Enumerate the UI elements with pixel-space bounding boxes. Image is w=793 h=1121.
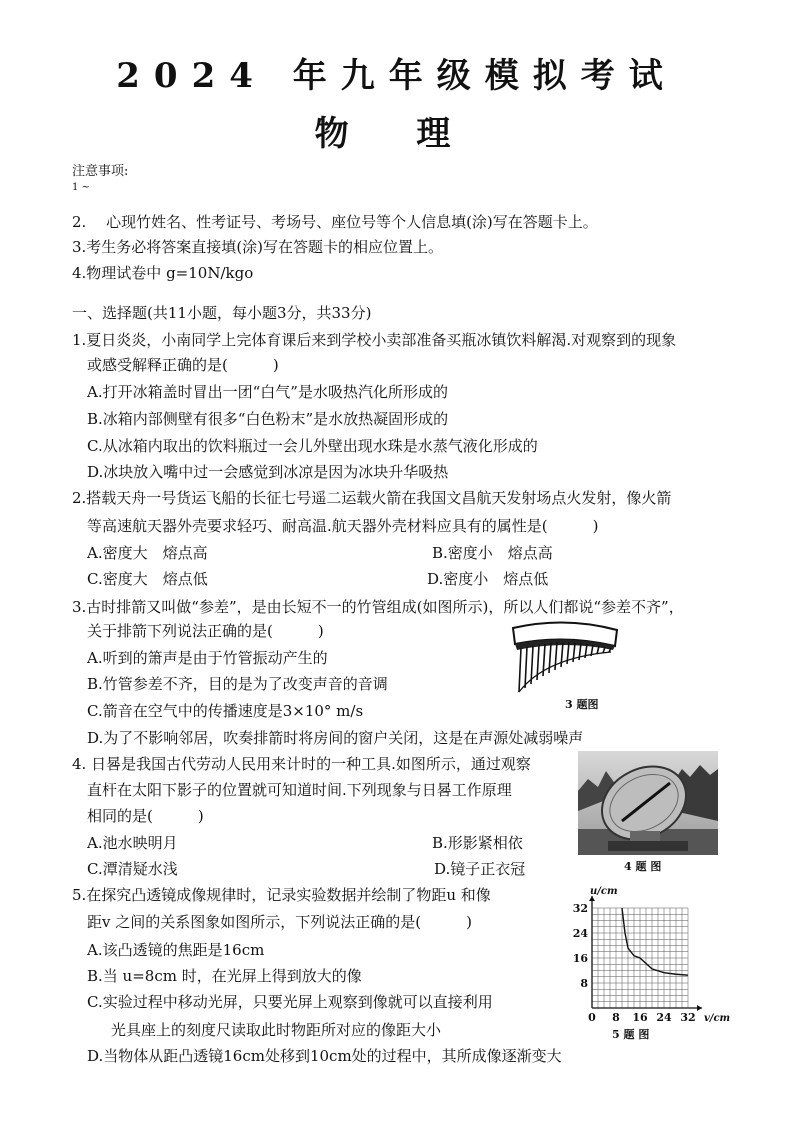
- x-tick-label: 24: [656, 1011, 672, 1024]
- q4-option-d: D.镜子正衣冠: [434, 860, 526, 878]
- q2-stem-line1: 2.搭载天舟一号货运飞船的长征七号遥二运载火箭在我国文昌航天发射场点火发射，像火箭: [72, 489, 672, 507]
- notice-item-1: 1 ~: [72, 182, 90, 193]
- q4-stem-line1: 4. 日晷是我国古代劳动人民用来计时的一种工具.如图所示，通过观察: [72, 755, 531, 773]
- subject-title: 物 理: [314, 114, 479, 154]
- q3-figure-caption: 3 题图: [565, 698, 599, 711]
- q4-option-c: C.潭清疑水浅: [87, 860, 178, 878]
- x-tick-label: 8: [612, 1011, 620, 1024]
- q3-option-b: B.竹管参差不齐，目的是为了改变声音的音调: [87, 675, 388, 693]
- q5-option-a: A.该凸透镜的焦距是16cm: [87, 941, 265, 959]
- notice-heading: 注意事项:: [72, 164, 129, 179]
- q5-option-b: B.当 u=8cm 时，在光屏上得到放大的像: [87, 967, 362, 985]
- q4-option-b: B.形影紧相依: [432, 834, 523, 852]
- q2-option-a: A.密度大 熔点高: [87, 544, 208, 562]
- q5-option-c-cont: 光具座上的刻度尺读取此时物距所对应的像距大小: [111, 1021, 442, 1039]
- q1-stem-line1: 1.夏日炎炎，小南同学上完体育课后来到学校小卖部准备买瓶冰镇饮料解渴.对观察到的现象: [72, 331, 677, 349]
- u-v-chart: [566, 884, 734, 1024]
- q5-option-d: D.当物体从距凸透镜16cm处移到10cm处的过程中，其所成像逐渐变大: [87, 1047, 562, 1065]
- y-tick-label: 32: [572, 902, 588, 915]
- q5-stem-line2: 距v 之间的关系图象如图所示，下列说法正确的是( ): [87, 913, 472, 931]
- q3-stem-line1: 3.古时排箭又叫做“参差”，是由长短不一的竹管组成(如图所示)，所以人们都说“参差不齐”，: [72, 598, 684, 616]
- pan-flute-illustration: [513, 622, 617, 692]
- q1-option-b: B.冰箱内部侧壁有很多“白色粉末”是水放热凝固形成的: [87, 410, 449, 428]
- q4-figure-caption: 4 题 图: [624, 860, 662, 873]
- q3-option-a: A.听到的箫声是由于竹管振动产生的: [87, 649, 328, 667]
- q5-option-c: C.实验过程中移动光屏，只要光屏上观察到像就可以直接利用: [87, 993, 493, 1011]
- q1-option-a: A.打开冰箱盖时冒出一团“白气”是水吸热汽化所形成的: [87, 383, 448, 401]
- q3-option-d: D.为了不影响邻居，吹奏排箭时将房间的窗户关闭，这是在声源处减弱噪声: [87, 729, 584, 747]
- q4-option-a: A.池水映明月: [87, 834, 178, 852]
- q5-figure-caption: 5 题 图: [612, 1028, 650, 1041]
- q3-option-c: C.箭音在空气中的传播速度是3×10° m/s: [87, 702, 364, 720]
- x-tick-label: 0: [588, 1011, 596, 1024]
- x-tick-label: 16: [632, 1011, 648, 1024]
- q4-stem-line3: 相同的是( ): [87, 807, 204, 825]
- q1-option-c: C.从冰箱内取出的饮料瓶过一会儿外壁出现水珠是水蒸气液化形成的: [87, 437, 538, 455]
- y-tick-label: 16: [572, 952, 588, 965]
- notice-item-4: 4.物理试卷中 g=10N/kgo: [72, 264, 254, 282]
- q2-option-b: B.密度小 熔点高: [432, 544, 553, 562]
- notice-item-2: 2. 心现竹姓名、性考证号、考场号、座位号等个人信息填(涂)写在答题卡上。: [72, 213, 598, 231]
- q4-stem-line2: 直杆在太阳下影子的位置就可知道时间.下列现象与日晷工作原理: [87, 781, 512, 799]
- q5-stem-line1: 5.在探究凸透镜成像规律时，记录实验数据并绘制了物距u 和像: [72, 886, 491, 904]
- x-tick-label: 32: [680, 1011, 696, 1024]
- q2-option-c: C.密度大 熔点低: [87, 570, 208, 588]
- exam-title: 2024 年九年级模拟考试: [116, 56, 677, 96]
- data-series-curve: [622, 908, 688, 975]
- x-axis-arrow: [697, 1005, 702, 1011]
- q2-option-d: D.密度小 熔点低: [427, 570, 549, 588]
- x-axis-label: v/cm: [704, 1013, 731, 1024]
- notice-item-3: 3.考生务必将答案直接填(涂)写在答题卡的相应位置上。: [72, 238, 444, 256]
- y-tick-label: 8: [580, 977, 588, 990]
- q3-stem-line2: 关于排箭下列说法正确的是( ): [87, 622, 324, 640]
- q1-option-d: D.冰块放入嘴中过一会感觉到冰凉是因为冰块升华吸热: [87, 463, 449, 481]
- q2-stem-line2: 等高速航天器外壳要求轻巧、耐高温.航天器外壳材料应具有的属性是( ): [87, 517, 599, 535]
- pan-flute-figure: [505, 618, 625, 698]
- section-heading: 一、选择题(共11小题，每小题3分，共33分): [72, 304, 372, 322]
- y-tick-label: 24: [572, 927, 588, 940]
- sundial-photo: [578, 751, 718, 855]
- q1-stem-line2: 或感受解释正确的是( ): [87, 356, 279, 374]
- y-axis-label: u/cm: [590, 886, 618, 897]
